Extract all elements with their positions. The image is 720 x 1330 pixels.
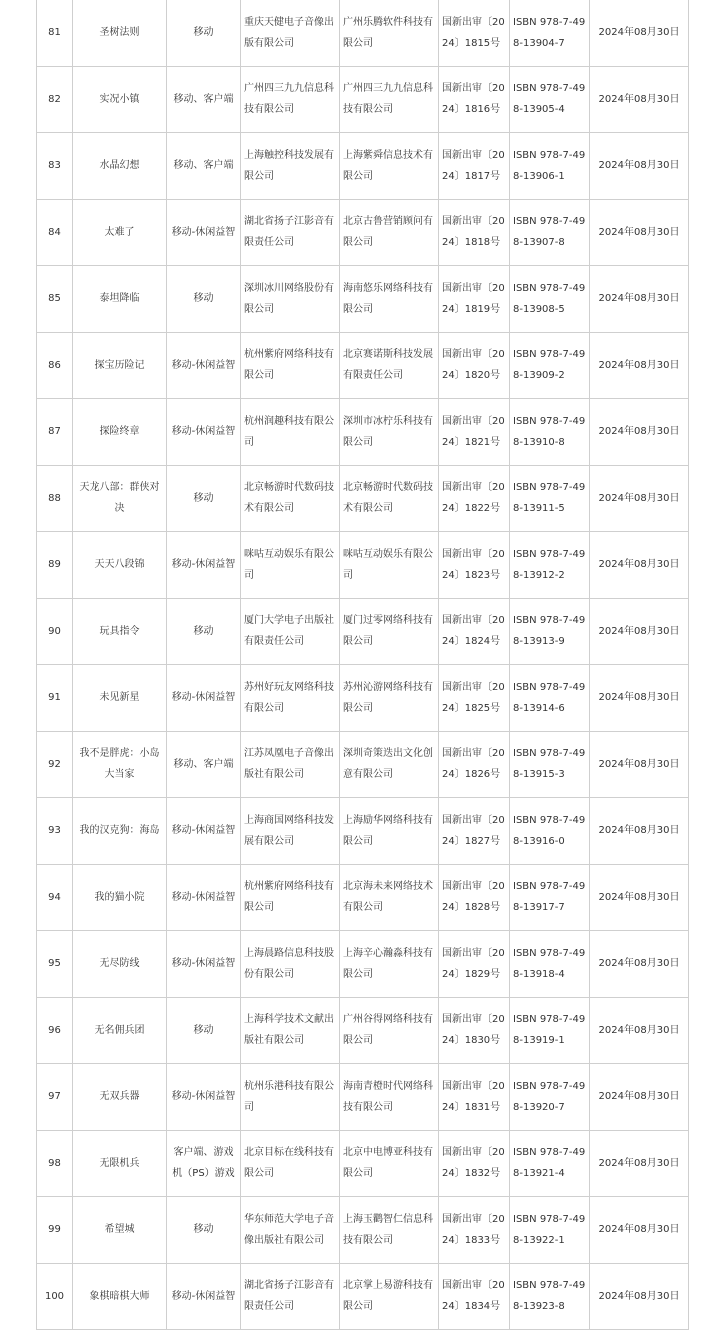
game-name-cell: 我的汉克狗：海岛 [73,798,167,865]
approval-number-cell: 国新出审〔2024〕1833号 [439,1197,510,1264]
isbn-number-cell: ISBN 978-7-498-13915-3 [510,731,590,798]
publisher-unit-cell: 上海触控科技发展有限公司 [241,133,340,200]
publisher-unit-cell: 江苏凤凰电子音像出版社有限公司 [241,731,340,798]
table-row [37,598,689,665]
publisher-unit-cell: 苏州好玩友网络科技有限公司 [241,665,340,732]
game-type-cell: 移动、客户端 [167,731,241,798]
isbn-number-cell: ISBN 978-7-498-13904-7 [510,0,590,66]
approval-date-cell: 2024年08月30日 [590,931,689,998]
game-name-cell: 探宝历险记 [73,332,167,399]
isbn-number-cell: ISBN 978-7-498-13923-8 [510,1263,590,1330]
row-number-cell: 95 [37,931,73,998]
isbn-number-cell: ISBN 978-7-498-13921-4 [510,1130,590,1197]
game-name-cell: 无名佣兵团 [73,997,167,1064]
game-type-cell: 移动-休闲益智 [167,931,241,998]
operator-unit-cell: 北京中电博亚科技有限公司 [340,1130,439,1197]
game-type-cell: 移动-休闲益智 [167,1263,241,1330]
isbn-number-cell: ISBN 978-7-498-13910-8 [510,399,590,466]
isbn-number-cell: ISBN 978-7-498-13908-5 [510,266,590,333]
operator-unit-cell: 广州乐腾软件科技有限公司 [340,0,439,66]
row-number-cell: 98 [37,1130,73,1197]
publisher-unit-cell: 上海晨路信息科技股份有限公司 [241,931,340,998]
operator-unit-cell: 深圳市冰柠乐科技有限公司 [340,399,439,466]
approval-number-cell: 国新出审〔2024〕1829号 [439,931,510,998]
table-row [37,465,689,532]
approval-date-cell: 2024年08月30日 [590,665,689,732]
game-type-cell: 移动-休闲益智 [167,665,241,732]
approval-number-cell: 国新出审〔2024〕1832号 [439,1130,510,1197]
approval-number-cell: 国新出审〔2024〕1815号 [439,0,510,66]
game-name-cell: 希望城 [73,1197,167,1264]
row-number-cell: 97 [37,1064,73,1131]
approval-date-cell: 2024年08月30日 [590,133,689,200]
game-type-cell: 移动-休闲益智 [167,798,241,865]
approval-number-cell: 国新出审〔2024〕1824号 [439,598,510,665]
operator-unit-cell: 上海紫舜信息技术有限公司 [340,133,439,200]
game-name-cell: 探险终章 [73,399,167,466]
game-name-cell: 无双兵器 [73,1064,167,1131]
approval-number-cell: 国新出审〔2024〕1827号 [439,798,510,865]
approval-date-cell: 2024年08月30日 [590,399,689,466]
isbn-number-cell: ISBN 978-7-498-13920-7 [510,1064,590,1131]
approval-number-cell: 国新出审〔2024〕1821号 [439,399,510,466]
approval-date-cell: 2024年08月30日 [590,199,689,266]
isbn-number-cell: ISBN 978-7-498-13914-6 [510,665,590,732]
table-row [37,532,689,599]
publisher-unit-cell: 湖北省扬子江影音有限责任公司 [241,1263,340,1330]
approval-number-cell: 国新出审〔2024〕1819号 [439,266,510,333]
game-name-cell: 水晶幻想 [73,133,167,200]
table-row [37,997,689,1064]
approval-date-cell: 2024年08月30日 [590,798,689,865]
game-type-cell: 移动 [167,266,241,333]
game-name-cell: 天天八段锦 [73,532,167,599]
operator-unit-cell: 上海玉鹳智仁信息科技有限公司 [340,1197,439,1264]
isbn-number-cell: ISBN 978-7-498-13916-0 [510,798,590,865]
approval-number-cell: 国新出审〔2024〕1828号 [439,864,510,931]
game-type-cell: 移动、客户端 [167,66,241,133]
row-number-cell: 94 [37,864,73,931]
publisher-unit-cell: 咪咕互动娱乐有限公司 [241,532,340,599]
operator-unit-cell: 深圳奇策迭出文化创意有限公司 [340,731,439,798]
game-type-cell: 移动-休闲益智 [167,864,241,931]
isbn-number-cell: ISBN 978-7-498-13907-8 [510,199,590,266]
game-name-cell: 圣树法则 [73,0,167,66]
approval-number-cell: 国新出审〔2024〕1820号 [439,332,510,399]
publisher-unit-cell: 北京目标在线科技有限公司 [241,1130,340,1197]
game-type-cell: 移动 [167,0,241,66]
row-number-cell: 100 [37,1263,73,1330]
approval-number-cell: 国新出审〔2024〕1817号 [439,133,510,200]
row-number-cell: 89 [37,532,73,599]
game-name-cell: 实况小镇 [73,66,167,133]
game-name-cell: 无尽防线 [73,931,167,998]
table-row [37,266,689,333]
row-number-cell: 87 [37,399,73,466]
game-name-cell: 天龙八部：群侠对决 [73,465,167,532]
approval-date-cell: 2024年08月30日 [590,864,689,931]
operator-unit-cell: 北京畅游时代数码技术有限公司 [340,465,439,532]
publisher-unit-cell: 厦门大学电子出版社有限责任公司 [241,598,340,665]
publisher-unit-cell: 上海科学技术文献出版社有限公司 [241,997,340,1064]
approval-date-cell: 2024年08月30日 [590,1197,689,1264]
row-number-cell: 84 [37,199,73,266]
publisher-unit-cell: 重庆天健电子音像出版有限公司 [241,0,340,66]
game-name-cell: 玩具指令 [73,598,167,665]
operator-unit-cell: 北京赛诺斯科技发展有限责任公司 [340,332,439,399]
publisher-unit-cell: 华东师范大学电子音像出版社有限公司 [241,1197,340,1264]
isbn-number-cell: ISBN 978-7-498-13911-5 [510,465,590,532]
operator-unit-cell: 上海辛心瀚淼科技有限公司 [340,931,439,998]
approval-date-cell: 2024年08月30日 [590,266,689,333]
operator-unit-cell: 咪咕互动娱乐有限公司 [340,532,439,599]
table-row [37,1064,689,1131]
game-type-cell: 移动-休闲益智 [167,399,241,466]
game-type-cell: 移动-休闲益智 [167,332,241,399]
table-row [37,731,689,798]
game-type-cell: 移动、客户端 [167,133,241,200]
operator-unit-cell: 苏州沁游网络科技有限公司 [340,665,439,732]
isbn-number-cell: ISBN 978-7-498-13917-7 [510,864,590,931]
table-row [37,133,689,200]
table-row [37,864,689,931]
row-number-cell: 92 [37,731,73,798]
approval-number-cell: 国新出审〔2024〕1825号 [439,665,510,732]
approval-date-cell: 2024年08月30日 [590,731,689,798]
row-number-cell: 85 [37,266,73,333]
isbn-number-cell: ISBN 978-7-498-13906-1 [510,133,590,200]
table-row [37,665,689,732]
game-type-cell: 移动 [167,1197,241,1264]
game-name-cell: 无限机兵 [73,1130,167,1197]
isbn-number-cell: ISBN 978-7-498-13919-1 [510,997,590,1064]
game-type-cell: 移动 [167,465,241,532]
game-type-cell: 移动 [167,997,241,1064]
publisher-unit-cell: 湖北省扬子江影音有限责任公司 [241,199,340,266]
operator-unit-cell: 广州四三九九信息科技有限公司 [340,66,439,133]
approval-date-cell: 2024年08月30日 [590,0,689,66]
isbn-number-cell: ISBN 978-7-498-13909-2 [510,332,590,399]
table-row [37,399,689,466]
operator-unit-cell: 海南青橙时代网络科技有限公司 [340,1064,439,1131]
approval-date-cell: 2024年08月30日 [590,66,689,133]
approval-number-cell: 国新出审〔2024〕1818号 [439,199,510,266]
approval-number-cell: 国新出审〔2024〕1826号 [439,731,510,798]
approval-date-cell: 2024年08月30日 [590,1130,689,1197]
approval-number-cell: 国新出审〔2024〕1823号 [439,532,510,599]
row-number-cell: 93 [37,798,73,865]
table-row [37,931,689,998]
approval-date-cell: 2024年08月30日 [590,1064,689,1131]
table-row [37,66,689,133]
row-number-cell: 91 [37,665,73,732]
game-type-cell: 客户端、游戏机（PS）游戏 [167,1130,241,1197]
row-number-cell: 82 [37,66,73,133]
game-type-cell: 移动-休闲益智 [167,532,241,599]
isbn-number-cell: ISBN 978-7-498-13918-4 [510,931,590,998]
game-name-cell: 太难了 [73,199,167,266]
approval-number-cell: 国新出审〔2024〕1816号 [439,66,510,133]
row-number-cell: 99 [37,1197,73,1264]
table-row [37,1130,689,1197]
isbn-number-cell: ISBN 978-7-498-13905-4 [510,66,590,133]
isbn-number-cell: ISBN 978-7-498-13912-2 [510,532,590,599]
approval-date-cell: 2024年08月30日 [590,332,689,399]
game-type-cell: 移动 [167,598,241,665]
game-name-cell: 我不是胖虎：小岛大当家 [73,731,167,798]
isbn-number-cell: ISBN 978-7-498-13913-9 [510,598,590,665]
row-number-cell: 86 [37,332,73,399]
publisher-unit-cell: 杭州乐港科技有限公司 [241,1064,340,1131]
game-name-cell: 未见新星 [73,665,167,732]
table-row [37,1197,689,1264]
approval-number-cell: 国新出审〔2024〕1831号 [439,1064,510,1131]
publisher-unit-cell: 广州四三九九信息科技有限公司 [241,66,340,133]
table-body [37,0,689,1330]
operator-unit-cell: 北京海未来网络技术有限公司 [340,864,439,931]
game-approval-table [36,0,689,1330]
publisher-unit-cell: 杭州润趣科技有限公司 [241,399,340,466]
publisher-unit-cell: 北京畅游时代数码技术有限公司 [241,465,340,532]
approval-date-cell: 2024年08月30日 [590,997,689,1064]
table-row [37,1263,689,1330]
publisher-unit-cell: 杭州紫府网络科技有限公司 [241,332,340,399]
operator-unit-cell: 厦门过零网络科技有限公司 [340,598,439,665]
game-name-cell: 泰坦降临 [73,266,167,333]
operator-unit-cell: 广州谷得网络科技有限公司 [340,997,439,1064]
table-row [37,332,689,399]
row-number-cell: 90 [37,598,73,665]
approval-number-cell: 国新出审〔2024〕1822号 [439,465,510,532]
table-row [37,798,689,865]
game-type-cell: 移动-休闲益智 [167,1064,241,1131]
approval-number-cell: 国新出审〔2024〕1834号 [439,1263,510,1330]
approval-number-cell: 国新出审〔2024〕1830号 [439,997,510,1064]
operator-unit-cell: 北京掌上易游科技有限公司 [340,1263,439,1330]
approval-date-cell: 2024年08月30日 [590,1263,689,1330]
game-name-cell: 我的猫小院 [73,864,167,931]
operator-unit-cell: 北京古鲁营销顾问有限公司 [340,199,439,266]
row-number-cell: 83 [37,133,73,200]
isbn-number-cell: ISBN 978-7-498-13922-1 [510,1197,590,1264]
approval-date-cell: 2024年08月30日 [590,598,689,665]
publisher-unit-cell: 上海商国网络科技发展有限公司 [241,798,340,865]
table-row [37,199,689,266]
operator-unit-cell: 上海励华网络科技有限公司 [340,798,439,865]
row-number-cell: 96 [37,997,73,1064]
game-type-cell: 移动-休闲益智 [167,199,241,266]
row-number-cell: 81 [37,0,73,66]
publisher-unit-cell: 杭州紫府网络科技有限公司 [241,864,340,931]
approval-date-cell: 2024年08月30日 [590,532,689,599]
publisher-unit-cell: 深圳冰川网络股份有限公司 [241,266,340,333]
operator-unit-cell: 海南悠乐网络科技有限公司 [340,266,439,333]
approval-date-cell: 2024年08月30日 [590,465,689,532]
game-name-cell: 象棋暗棋大师 [73,1263,167,1330]
row-number-cell: 88 [37,465,73,532]
table-row [37,0,689,66]
